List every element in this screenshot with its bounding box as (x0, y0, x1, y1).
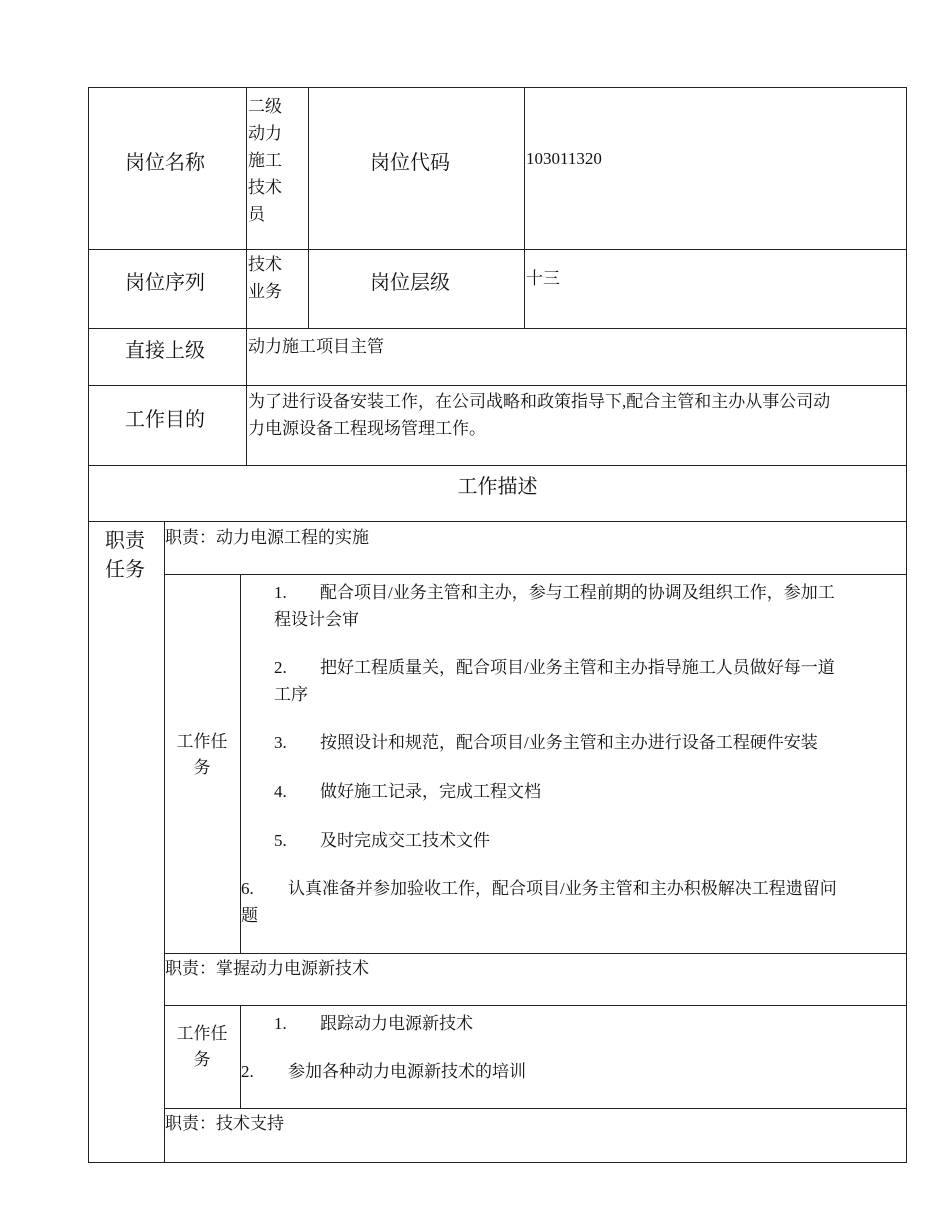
col-divider (240, 1005, 241, 1108)
direct-superior-value: 动力施工项目主管 (248, 337, 384, 356)
row-divider (164, 953, 907, 954)
task-label: 工作任 务 (176, 732, 228, 777)
task-label: 工作任 务 (176, 1024, 228, 1069)
position-level-label: 岗位层级 (370, 272, 450, 294)
task-item: 4. 做好施工记录，完成工程文档 (274, 782, 541, 801)
task-item: 5. 及时完成交工技术文件 (274, 831, 490, 850)
col-divider (246, 87, 247, 465)
position-code-value: 103011320 (526, 149, 602, 168)
task-item: 1. 配合项目/业务主管和主办，参与工程前期的协调及组织工作，参加工 程设计会审 (274, 583, 835, 629)
task-item: 2. 把好工程质量关，配合项目/业务主管和主办指导施工人员做好每一道 工序 (274, 658, 835, 704)
row-divider (88, 465, 907, 466)
duty-task-label: 职责 任务 (105, 530, 145, 581)
duty-title: 职责：技术支持 (165, 1114, 284, 1133)
task-item: 1. 跟踪动力电源新技术 (274, 1014, 473, 1033)
position-name-label: 岗位名称 (125, 152, 205, 174)
work-purpose-text: 为了进行设备安装工作，在公司战略和政策指导下,配合主管和主办从事公司动 力电源设备工程现场管理工作。 (248, 392, 831, 438)
duty-title: 职责：动力电源工程的实施 (165, 528, 369, 547)
position-name-value: 二级 动力 施工 技术 员 (248, 97, 282, 224)
duty-title: 职责：掌握动力电源新技术 (165, 959, 369, 978)
section-title: 工作描述 (457, 476, 538, 498)
row-divider (164, 574, 907, 575)
row-divider (88, 249, 907, 250)
row-divider (88, 385, 907, 386)
col-divider (524, 87, 525, 328)
task-item: 2. 参加各种动力电源新技术的培训 (241, 1062, 526, 1081)
row-divider (164, 1108, 907, 1109)
position-series-value: 技术 业务 (248, 255, 282, 301)
task-item: 3. 按照设计和规范，配合项目/业务主管和主办进行设备工程硬件安装 (274, 733, 818, 752)
position-level-value: 十三 (526, 269, 560, 288)
position-series-label: 岗位序列 (125, 272, 205, 294)
direct-superior-label: 直接上级 (125, 340, 205, 362)
position-code-label: 岗位代码 (370, 152, 450, 174)
work-purpose-label: 工作目的 (125, 409, 205, 431)
col-divider (308, 87, 309, 328)
task-item: 6. 认真准备并参加验收工作，配合项目/业务主管和主办积极解决工程遗留问 题 (241, 879, 837, 925)
row-divider (88, 521, 907, 522)
row-divider (88, 328, 907, 329)
row-divider (164, 1005, 907, 1006)
